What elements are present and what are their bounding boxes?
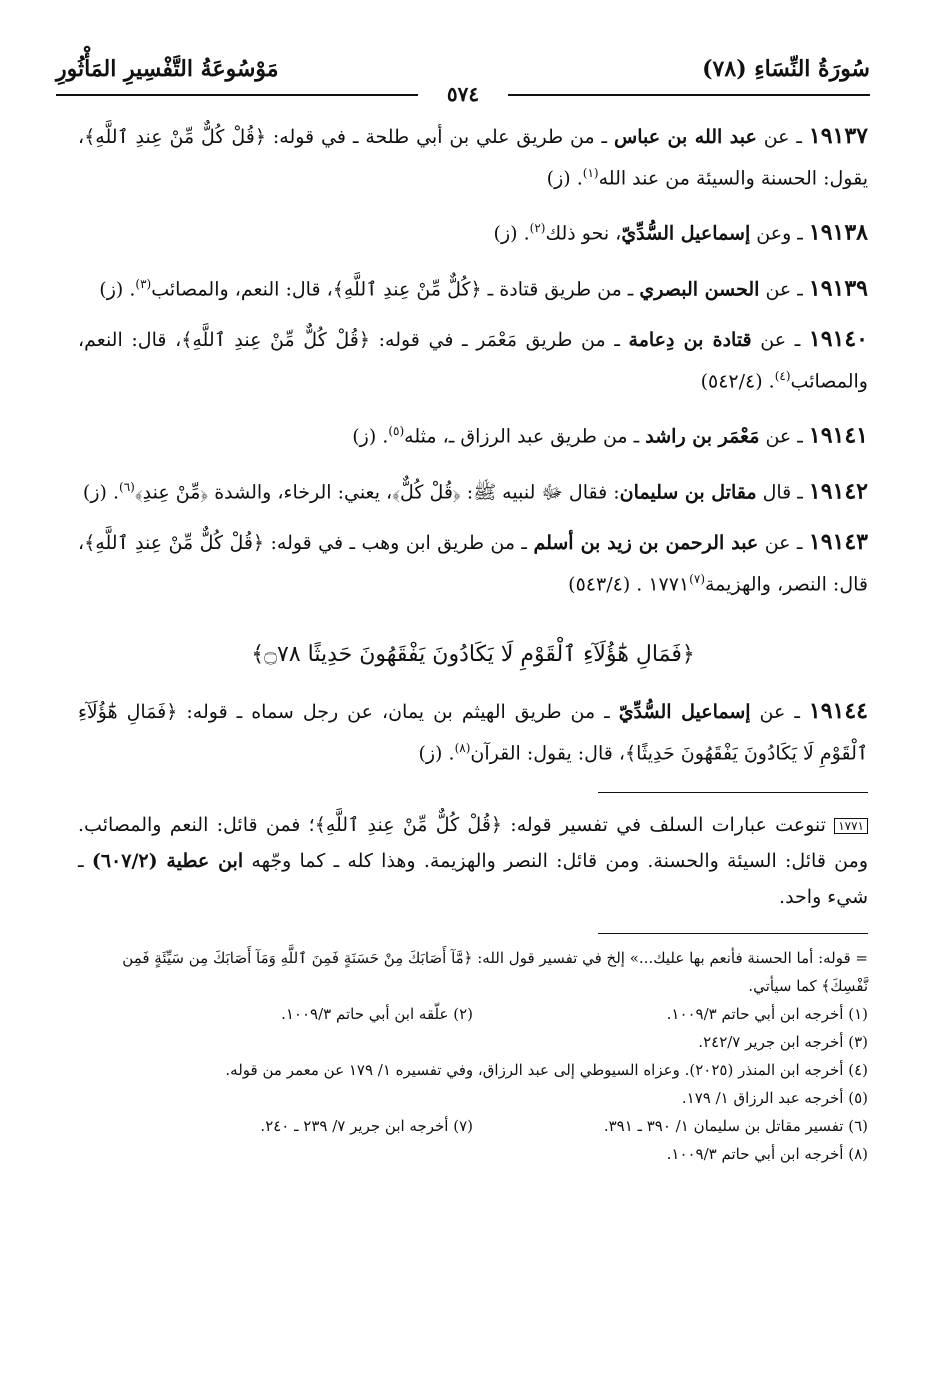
quran-verse: ﴿فَمَالِ هَٰٓؤُلَآءِ ٱلْقَوْمِ لَا يَكَادُونَ يَفْقَهُونَ حَدِيثًا ۝٧٨﴾	[251, 642, 695, 668]
entry-number: ١٩١٤٤	[808, 698, 868, 725]
footnote-1: (١) أخرجه ابن أبي حاتم ١٠٠٩/٣.	[666, 1004, 868, 1023]
entry-source: . (٥٤٢/٤)	[700, 370, 775, 393]
footnote-5: (٥) أخرجه عبد الرزاق ١/ ١٧٩.	[681, 1088, 868, 1107]
entry	[78, 413, 868, 454]
entry-number: ١٩١٣٧	[808, 123, 868, 149]
entry-number: ١٩١٤٢	[808, 477, 868, 504]
entry	[78, 210, 868, 251]
footnote-ref: (٥)	[388, 424, 405, 439]
entry-text: ـ من طريق الهيثم بن يمان، عن رجل سماه ـ قوله: ﴿فَمَالِ هَٰٓؤُلَآءِ ٱلْقَوْمِ لَا يَكَادُونَ يَفْقَهُونَ حَدِيثًا﴾، قال: يقول: القرآن	[78, 701, 868, 765]
page-number: ٥٧٤	[418, 82, 508, 106]
entry-text: ـ من طريق ابن وهب ـ في قوله: ﴿قُلْ كُلٌّ مِّنْ عِندِ ٱللَّهِ﴾، قال: النصر، والهزيمة	[78, 531, 868, 596]
entry-prefix: ـ وعن	[750, 222, 809, 245]
entry-19144	[78, 693, 868, 771]
commentary-bold: ابن عطية (٦٠٧/٢)	[91, 849, 244, 872]
entry-prefix: ـ عن	[758, 531, 809, 554]
entry-prefix: ـ عن	[751, 328, 809, 351]
footnote-4: (٤) أخرجه ابن المنذر (٢٠٢٥). وعزاه السيوطي إلى عبد الرزاق، وفي تفسيره ١/ ١٧٩ عن معمر من قوله.	[225, 1060, 868, 1079]
entry-text: ـ من طريق قتادة ـ ﴿كُلٌّ مِّنْ عِندِ ٱللَّهِ﴾، قال: النعم، والمصائب	[151, 277, 640, 300]
footnote-rule	[598, 933, 868, 934]
footnote-7: (٧) أخرجه ابن جرير ٧/ ٢٣٩ ـ ٢٤٠.	[260, 1116, 473, 1135]
entry-source: . (ز)	[99, 277, 136, 300]
entry-prefix: ـ عن	[750, 701, 809, 724]
entry-source: . (ز)	[493, 222, 530, 245]
entry-number: ١٩١٤٣	[808, 528, 868, 555]
entry-source: ١٧٧١ . (٥٤٣/٤)	[568, 573, 690, 596]
commentary-text: تنوعت عبارات السلف في تفسير قوله: ﴿قُلْ كُلٌّ مِّنْ عِندِ ٱللَّهِ﴾؛ فمن قائل: النعم والمصائب. ومن قائل: السيئة والحسنة. ومن قائل: النصر والهزيمة. وهذا كله ـ كما وجّهه	[78, 813, 869, 872]
entry-number: ١٩١٣٨	[808, 219, 868, 246]
entry-number: ١٩١٤١	[808, 422, 868, 449]
entry-prefix: ـ عن	[759, 425, 809, 448]
narrator-name: مقاتل بن سليمان	[619, 480, 757, 503]
entry	[78, 118, 868, 196]
footnote-ref: (٣)	[135, 276, 152, 291]
footnote-continued: = قوله: أما الحسنة فأنعم بها عليك...» إلخ في تفسير قول الله: ﴿مَّآ أَصَابَكَ مِنْ حَسَنَةٍ فَمِنَ ٱللَّهِ وَمَآ أَصَابَكَ مِن سَيِّئَةٍ فَمِن نَّفْسِكَ﴾ كما سيأتي.	[122, 948, 868, 995]
footnote-8: (٨) أخرجه ابن أبي حاتم ١٠٠٩/٣.	[666, 1144, 868, 1163]
entry	[78, 321, 868, 399]
footnote-ref: (٧)	[689, 571, 705, 586]
entry-prefix: ـ قال	[756, 480, 809, 503]
commentary-rule	[598, 792, 868, 793]
footnote-ref: (٢)	[529, 221, 546, 236]
surah-title: سُورَةُ النِّسَاءِ (٧٨)	[702, 56, 870, 82]
narrator-name: مَعْمَر بن راشد	[645, 425, 760, 448]
narrator-name: الحسن البصري	[639, 277, 760, 300]
commentary-end: ـ شيء واحد.	[78, 849, 868, 908]
footnote-3: (٣) أخرجه ابن جرير ٢٤٢/٧.	[698, 1032, 868, 1051]
main-content	[78, 118, 868, 1168]
entry	[78, 469, 868, 510]
book-title: مَوْسُوعَةُ التَّفْسِيرِ المَأْثُورِ	[56, 56, 279, 82]
commentary	[78, 807, 868, 915]
footnote-ref: (٤)	[774, 368, 791, 383]
narrator-name: إسماعيل السُّدِّيّ	[618, 701, 751, 724]
footnote-6: (٦) تفسير مقاتل بن سليمان ١/ ٣٩٠ ـ ٣٩١.	[603, 1116, 868, 1135]
entry-text: ، نحو ذلك	[545, 222, 622, 245]
narrator-name: إسماعيل السُّدِّيّ	[621, 222, 751, 245]
entry	[78, 266, 868, 307]
commentary-number: ١٧٧١	[834, 818, 868, 834]
entry-prefix: ـ عن	[759, 277, 809, 300]
entry-source: . (ز)	[82, 480, 120, 503]
footnote-ref: (٨)	[454, 741, 471, 756]
narrator-name: عبد الله بن عباس	[614, 126, 757, 148]
entry-source: . (ز)	[418, 742, 455, 765]
entry-source: . (ز)	[546, 167, 583, 190]
entry	[78, 524, 868, 602]
entry-text: : فقال ﷻ لنبيه ﷺ: ﴿قُلْ كُلٌّ﴾، يعني: الرخاء، والشدة ﴿مِّنْ عِندِ﴾	[134, 480, 620, 503]
narrator-name: عبد الرحمن بن زيد بن أسلم	[533, 531, 759, 554]
footnote-ref: (٦)	[119, 479, 135, 494]
narrator-name: قتادة بن دِعامة	[628, 328, 752, 351]
page-header	[56, 42, 870, 106]
entry-text: ـ من طريق عبد الرزاق ـ، مثله	[404, 425, 646, 448]
entry-source: . (ز)	[352, 425, 389, 448]
footnote-ref: (١)	[582, 166, 599, 180]
footnote-row	[78, 1112, 868, 1140]
footnote-2: (٢) علّقه ابن أبي حاتم ١٠٠٩/٣.	[281, 1004, 473, 1023]
footnote-row	[78, 1000, 868, 1028]
entry-text: ـ من طريق مَعْمَر ـ في قوله: ﴿قُلْ كُلٌّ مِّنْ عِندِ ٱللَّهِ﴾، قال: النعم، والمصائب	[78, 328, 868, 393]
footnotes	[78, 944, 868, 1168]
entries-list	[78, 118, 868, 602]
entry-number: ١٩١٣٩	[808, 274, 868, 301]
entry-text: ـ من طريق علي بن أبي طلحة ـ في قوله: ﴿قُلْ كُلٌّ مِّنْ عِندِ ٱللَّهِ﴾، يقول: الحسنة والسيئة من عند الله	[78, 126, 868, 190]
entry-number: ١٩١٤٠	[808, 325, 868, 352]
entry-prefix: ـ عن	[756, 126, 809, 148]
